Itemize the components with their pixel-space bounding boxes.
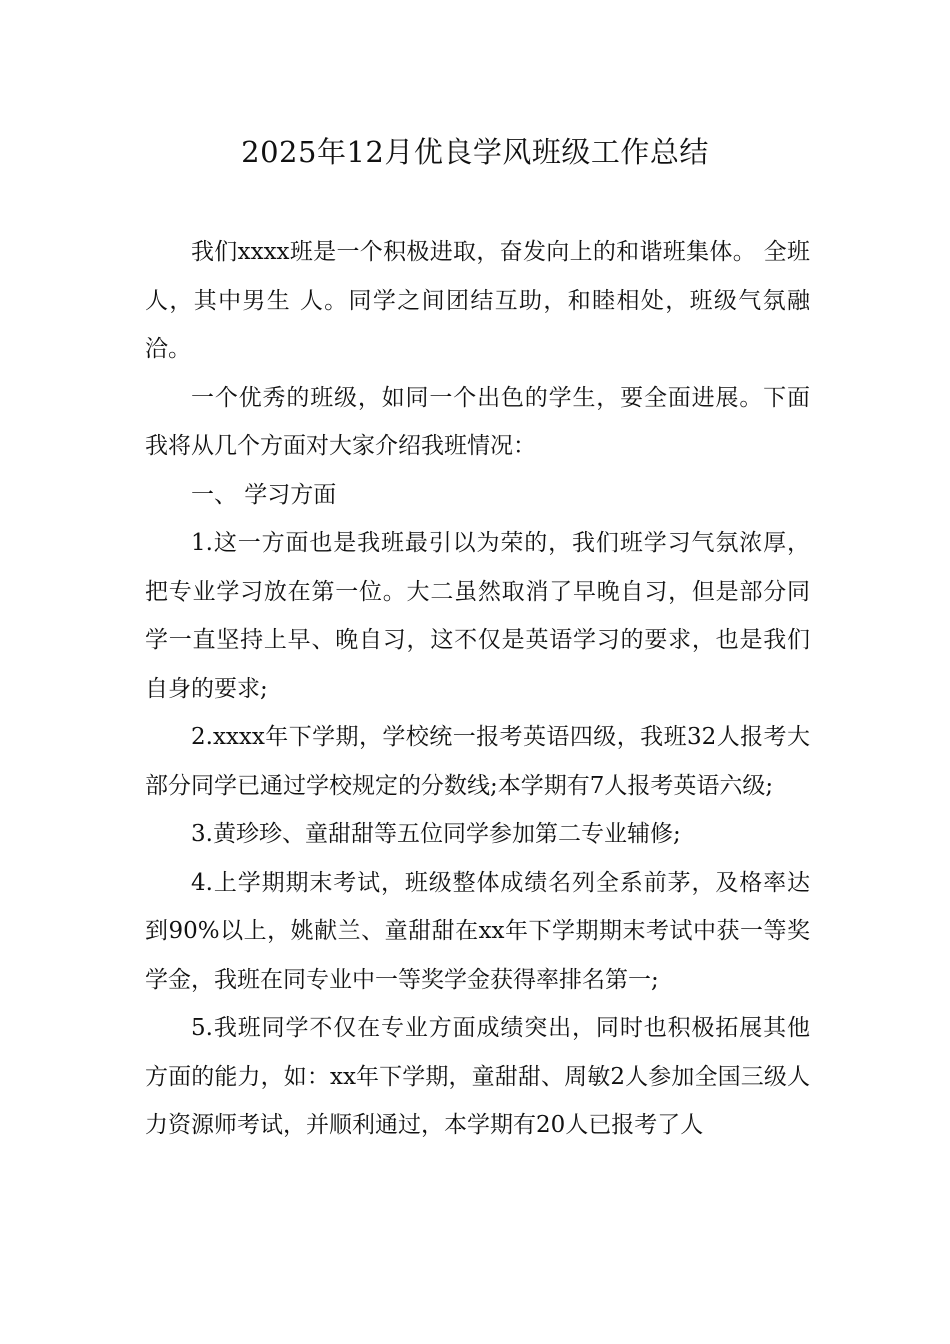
document-body bbox=[145, 228, 810, 1150]
paragraph-intro: 我们xxxx班是一个积极进取，奋发向上的和谐班集体。 全班 人，其中男生 人。同学之间团结互助，和睦相处，班级气氛融洽。 bbox=[145, 239, 810, 362]
paragraph-item-1: 1.这一方面也是我班最引以为荣的，我们班学习气氛浓厚，把专业学习放在第一位。大二虽然取消了早晚自习，但是部分同学一直坚持上早、晚自习，这不仅是英语学习的要求，也是我们自身的要求; bbox=[145, 530, 810, 702]
paragraph-item-2: 2.xxxx年下学期，学校统一报考英语四级，我班32人报考大部分同学已通过学校规定的分数线;本学期有7人报考英语六级; bbox=[145, 724, 810, 799]
section-heading-study: 一、 学习方面 bbox=[191, 481, 337, 508]
paragraph-overview: 一个优秀的班级，如同一个出色的学生，要全面进展。下面我将从几个方面对大家介绍我班情况： bbox=[145, 384, 810, 459]
paragraph-item-4: 4.上学期期末考试，班级整体成绩名列全系前茅，及格率达到90%以上，姚献兰、童甜甜在xx年下学期期末考试中获一等奖学金，我班在同专业中一等奖学金获得率排名第一; bbox=[145, 869, 810, 993]
paragraph-item-3: 3.黄珍珍、童甜甜等五位同学参加第二专业辅修; bbox=[191, 821, 681, 847]
paragraph-item-5: 5.我班同学不仅在专业方面成绩突出，同时也积极拓展其他方面的能力，如：xx年下学期，童甜甜、周敏2人参加全国三级人力资源师考试，并顺利通过，本学期有20人已报考了人 bbox=[145, 1015, 810, 1138]
document-title: 2025年12月优良学风班级工作总结 bbox=[241, 135, 709, 169]
